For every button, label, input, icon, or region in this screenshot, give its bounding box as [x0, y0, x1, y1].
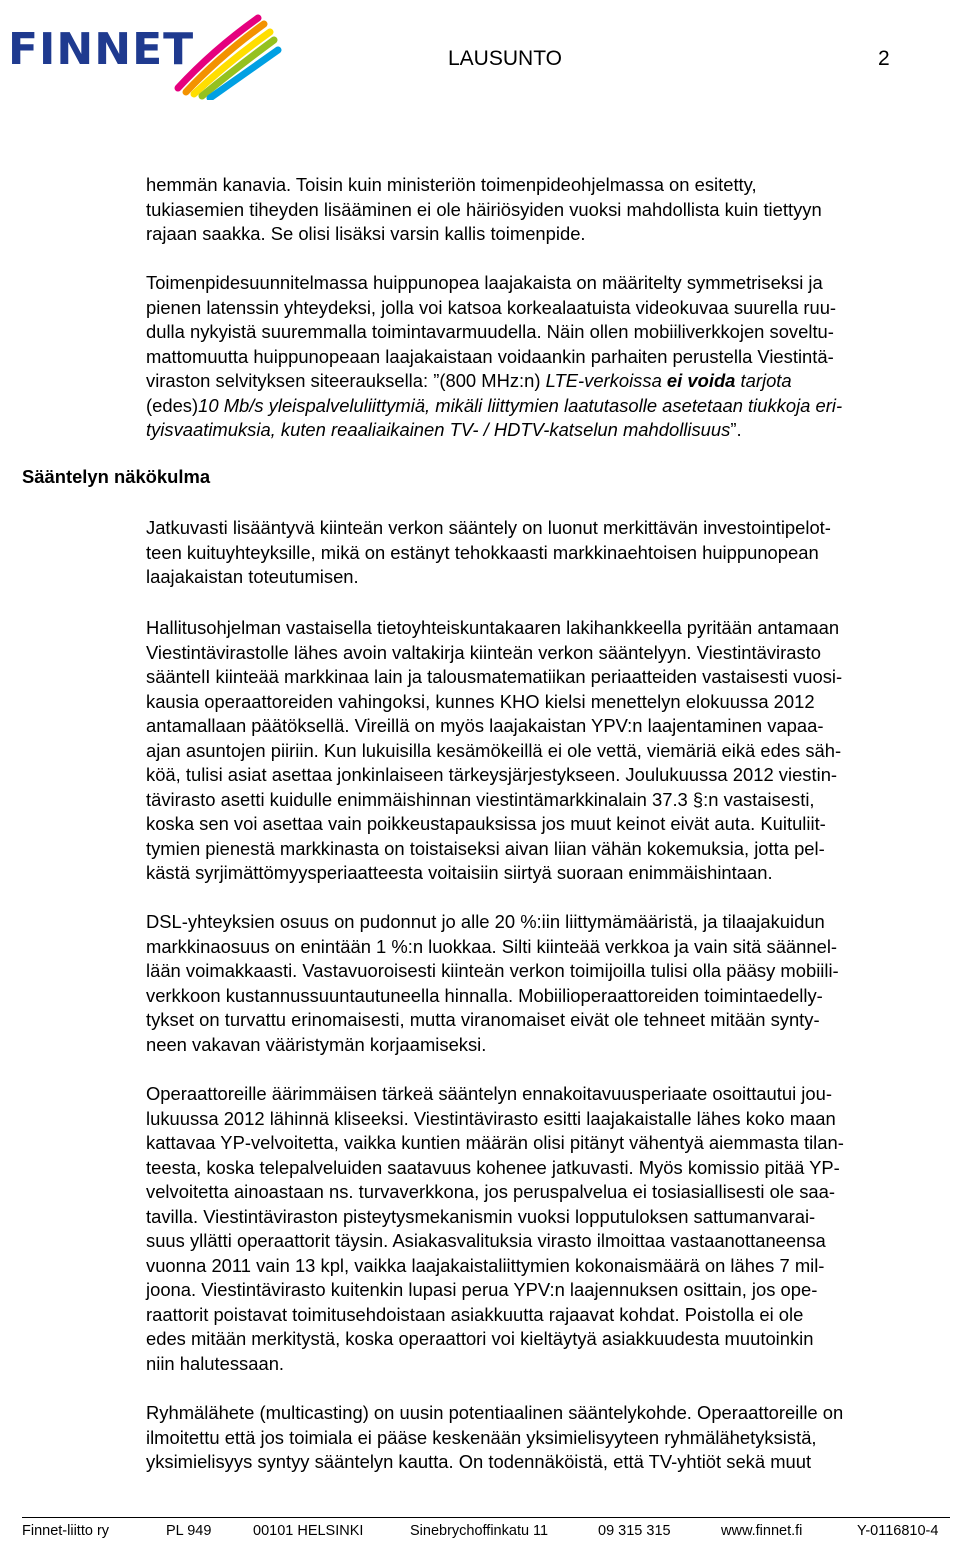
paragraph-line: Ryhmälähete (multicasting) on uusin potentiaalinen sääntelykohde. Operaattoreille on — [146, 1402, 844, 1423]
footer-divider — [22, 1517, 950, 1518]
paragraph-line: Viestintävirastolle lähes avoin valtakirja kiinteän verkon sääntelyyn. Viestintävirasto — [146, 641, 822, 663]
paragraph-line: tykset on turvattu erinomaisesti, mutta viranomaiset eivät ole tehneet mitään synty- — [146, 1009, 820, 1030]
paragraph-line: joona. Viestintävirasto kuitenkin lupasi perua YPV:n laajennuksen osittain, jos ope- — [146, 1279, 818, 1300]
footer-pobox: PL 949 — [166, 1523, 212, 1539]
paragraph-line: velvoitetta ainoastaan ns. turvaverkkona, jos peruspalvelua ei tosiasiallisesti ole saa- — [146, 1181, 836, 1202]
paragraph-line: Operaattoreille äärimmäisen tärkeä sääntelyn ennakoitavuusperiaate osoittautui jou- — [146, 1083, 832, 1104]
paragraph-line: antamallaan päätöksellä. Vireillä on myös laajakaistan YPV:n laajentaminen vapaa- — [146, 715, 824, 736]
paragraph-line: neen vakavan vääristymän korjaamiseksi. — [146, 1033, 487, 1055]
section-heading: Sääntelyn näkökulma — [22, 466, 211, 487]
paragraph-line: dulla nykyistä suuremmalla toimintavarmuudella. Näin ollen mobiiliverkkojen soveltu- — [146, 321, 834, 342]
paragraph-1 — [146, 173, 954, 247]
paragraph-line: Jatkuvasti lisääntyvä kiinteän verkon sääntely on luonut merkittävän investointipelot- — [146, 517, 831, 538]
paragraph-line: ajan asuntojen piiriin. Kun lukuisilla kesämökeillä ei ole vettä, viemäriä eikä edes säh- — [146, 739, 842, 761]
paragraph-line: köä, tulisi asiat asettaa jonkinlaiseen tärkeysjärjestykseen. Joulukuussa 2012 viestin- — [146, 764, 838, 785]
footer-postal-address: 00101 HELSINKI — [253, 1523, 364, 1539]
paragraph-line: Toimenpidesuunnitelmassa huippunopea laajakaista on määritelty symmetriseksi ja — [146, 272, 823, 293]
paragraph-7 — [146, 1401, 954, 1475]
paragraph-line: rajaan saakka. Se olisi lisäksi varsin kallis toimenpide. — [146, 223, 586, 244]
paragraph-line: ilmoitettu että jos toimiala ei pääse keskenään yksimielisyyteen ryhmälähetyksistä, — [146, 1426, 817, 1448]
paragraph-4 — [146, 616, 954, 886]
paragraph-line: verkkoon kustannussuuntautuneella hinnalla. Mobiilioperaattoreiden toimintaedelly- — [146, 984, 823, 1006]
footer-street-address: Sinebrychoffinkatu 11 — [410, 1523, 549, 1539]
quote-text: (edes) — [146, 394, 199, 416]
paragraph-line: kattavaa YP-velvoitetta, vaikka kuntien määrän olisi pitänyt vähentyä aiemmasta tilan- — [146, 1132, 844, 1153]
paragraph-line: tymien pienestä markkinasta on toistaiseksi aivan liian vähän kokemuksia, jotta pel- — [146, 837, 825, 859]
page-number: 2 — [878, 47, 890, 70]
footer-website: www.finnet.fi — [721, 1523, 803, 1539]
paragraph-line: edes mitään merkitystä, koska operaattori voi kieltäytyä asiakkuudesta muutoinkin — [146, 1328, 814, 1349]
footer-business-id: Y-0116810-4 — [857, 1523, 939, 1539]
quote-italic: 10 Mb/s yleispalveluliittymiä, mikäli liittymien laatutasolle asetetaan tiukkoja eri- — [198, 394, 843, 416]
document-type: LAUSUNTO — [448, 47, 562, 70]
paragraph-line — [146, 418, 954, 443]
paragraph-line: niin halutessaan. — [146, 1352, 285, 1374]
finnet-logo — [8, 10, 288, 100]
paragraph-line — [146, 394, 954, 419]
paragraph-line: suus yllätti operaattorit täysin. Asiakasvalituksia virasto ilmoittaa vastaanottaneensa — [146, 1230, 826, 1251]
paragraph-line: kausia operaattoreiden vahingoksi, kunnes KHO kielsi menettelyn elokuussa 2012 — [146, 690, 815, 712]
paragraph-line: teen kuituyhteyksille, mikä on estänyt tehokkaasti markkinaehtoisen huippunopean — [146, 541, 819, 563]
paragraph-3 — [146, 516, 954, 590]
paragraph-line: DSL-yhteyksien osuus on pudonnut jo alle 20 %:iin liittymämääristä, ja tilaajakuidun — [146, 911, 825, 932]
paragraph-line: sääntelI kiinteää markkinaa lain ja talousmatematiikan periaatteiden vastaisesti vuosi- — [146, 666, 843, 687]
paragraph-line: mattomuutta huippunopeaan laajakaistaan voidaankin parhaiten perustella Viestintä- — [146, 345, 834, 367]
quote-emphasis: ei voida — [666, 370, 736, 391]
paragraph-line: lukuussa 2012 lähinnä kliseeksi. Viestintävirasto esitti laajakaistalle lähes koko maan — [146, 1107, 836, 1129]
paragraph-line: kästä syrjimättömyysperiaatteesta voitaisiin siirtyä suoraan enimmäishintaan. — [146, 862, 773, 883]
paragraph-line: teesta, koska telepalveluiden saatavuus kohenee jatkuvasti. Myös komissio pitää YP- — [146, 1156, 840, 1178]
logo-text: FINNET — [8, 24, 195, 75]
paragraph-line: tävirasto asetti kuidulle enimmäishinnan viestintämarkkinalain 37.3 §:n vastaisesti, — [146, 788, 815, 810]
paragraph-line: Hallitusohjelman vastaisella tietoyhteiskuntakaaren lakihankkeella pyritään antamaan — [146, 617, 840, 638]
paragraph-6 — [146, 1082, 954, 1376]
paragraph-line: raattorit poistavat toimitusehdoistaan asiakkuutta rajaavat kohdat. Poistolla ei ole — [146, 1303, 804, 1325]
footer-phone: 09 315 315 — [598, 1523, 671, 1539]
paragraph-line — [146, 369, 954, 394]
quote-italic: LTE-verkoissa — [545, 370, 667, 391]
paragraph-line: tukiasemien tiheyden lisääminen ei ole häiriösyiden vuoksi mahdollista kuin tiettyyn — [146, 198, 822, 220]
paragraph-line: tavilla. Viestintäviraston pisteytysmekanismin vuoksi lopputuloksen sattumanvarai- — [146, 1205, 816, 1227]
paragraph-line: markkinaosuus on enintään 1 %:n luokkaa. Silti kiinteää verkkoa ja vain sitä säännel- — [146, 935, 838, 957]
paragraph-line: lään voimakkaasti. Vastavuoroisesti kiinteän verkon toimijoilla tulisi olla pääsy mobiili- — [146, 960, 839, 981]
paragraph-line: hemmän kanavia. Toisin kuin ministeriön toimenpideohjelmassa on esitetty, — [146, 174, 757, 195]
paragraph-2 — [146, 271, 954, 443]
paragraph-5 — [146, 910, 954, 1057]
paragraph-line: vuonna 2011 vain 13 kpl, vaikka laajakaistaliittymien kokonaismäärä on lähes 7 mil- — [146, 1254, 825, 1276]
paragraph-line: laajakaistan toteutumisen. — [146, 566, 359, 587]
paragraph-line: yksimielisyys syntyy sääntelyn kautta. On todennäköistä, että TV-yhtiöt sekä muut — [146, 1451, 812, 1472]
footer-organization: Finnet-liitto ry — [22, 1523, 110, 1539]
paragraph-line: koska sen voi asettaa vain poikkeustapauksissa jos muut keinot eivät auta. Kuituliit- — [146, 813, 826, 834]
quote-italic: tyisvaatimuksia, kuten reaaliaikainen TV- / HDTV-katselun mahdollisuus — [146, 419, 731, 440]
quote-italic: tarjota — [735, 370, 792, 391]
paragraph-line: pienen latenssin yhteydeksi, jolla voi katsoa korkealaatuista videokuvaa suurella ruu- — [146, 296, 837, 318]
quote-intro: viraston selvityksen siteerauksella: ”(800 MHz:n) — [146, 370, 546, 391]
quote-close: ”. — [730, 419, 742, 440]
